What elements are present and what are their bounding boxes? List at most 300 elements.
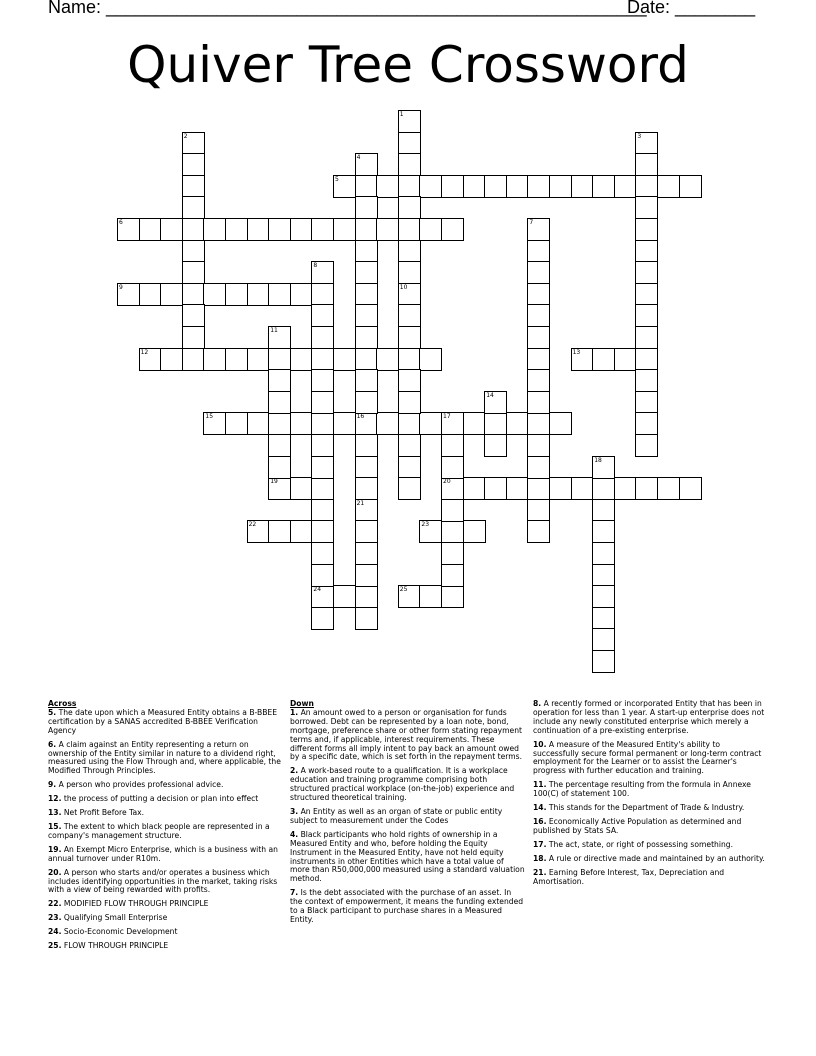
clue-text: A person who provides professional advice. xyxy=(56,780,224,790)
grid-cell[interactable] xyxy=(679,175,702,198)
grid-cell[interactable] xyxy=(225,348,248,371)
grid-cell[interactable] xyxy=(290,218,313,241)
grid-cell[interactable] xyxy=(635,153,658,176)
clue-number: 17. xyxy=(533,839,547,849)
clue-text: The extent to which black people are represented in a company's management structure. xyxy=(48,821,270,840)
grid-cell[interactable] xyxy=(355,369,378,392)
clue-number: 21. xyxy=(533,867,547,877)
grid-cell[interactable] xyxy=(635,196,658,219)
grid-cell[interactable] xyxy=(355,607,378,630)
grid-cell[interactable] xyxy=(376,348,399,371)
grid-cell[interactable] xyxy=(398,175,421,198)
grid-cell[interactable] xyxy=(398,326,421,349)
grid-cell[interactable] xyxy=(592,477,615,500)
grid-cell[interactable] xyxy=(311,607,334,630)
grid-cell[interactable] xyxy=(268,369,291,392)
grid-cell[interactable] xyxy=(527,434,550,457)
down-clue xyxy=(533,869,768,887)
grid-cell[interactable] xyxy=(506,175,529,198)
grid-cell[interactable] xyxy=(311,326,334,349)
clue-number: 7. xyxy=(290,888,299,898)
grid-cell[interactable] xyxy=(182,283,205,306)
across-clue xyxy=(48,869,283,896)
clue-number: 10 xyxy=(399,283,408,291)
grid-cell[interactable] xyxy=(484,477,507,500)
clue-number: 1 xyxy=(399,111,404,118)
clue-number: 23 xyxy=(421,521,430,529)
grid-cell[interactable] xyxy=(635,132,658,155)
down-clues xyxy=(290,700,525,930)
grid-cell[interactable] xyxy=(506,412,529,435)
grid-cell[interactable] xyxy=(247,218,270,241)
grid-cell[interactable] xyxy=(333,348,356,371)
grid-cell[interactable] xyxy=(182,175,205,198)
grid-cell[interactable] xyxy=(398,110,421,133)
clue-number: 14. xyxy=(533,803,547,813)
grid-cell[interactable] xyxy=(398,218,421,241)
grid-cell[interactable] xyxy=(182,326,205,349)
clue-text: A measure of the Measured Entity's ability to successfully secure formal permanent or long-term contract employment for the Learner or to assist the Learner's progress with further education and training. xyxy=(533,739,762,776)
clue-number: 19 xyxy=(270,478,278,486)
grid-cell[interactable] xyxy=(268,391,291,414)
grid-cell[interactable] xyxy=(441,456,464,479)
grid-cell[interactable] xyxy=(117,283,140,306)
grid-cell[interactable] xyxy=(571,477,594,500)
grid-cell[interactable] xyxy=(333,585,356,608)
grid-cell[interactable] xyxy=(527,261,550,284)
grid-cell[interactable] xyxy=(355,348,378,371)
clue-number: 9. xyxy=(48,780,57,790)
grid-cell[interactable] xyxy=(398,456,421,479)
grid-cell[interactable] xyxy=(527,348,550,371)
grid-cell[interactable] xyxy=(311,412,334,435)
grid-cell[interactable] xyxy=(484,391,507,414)
grid-cell[interactable] xyxy=(182,240,205,263)
grid-cell[interactable] xyxy=(355,564,378,587)
grid-cell[interactable] xyxy=(355,175,378,198)
grid-cell[interactable] xyxy=(592,456,615,479)
grid-cell[interactable] xyxy=(182,304,205,327)
clue-number: 13 xyxy=(572,348,581,356)
grid-cell[interactable] xyxy=(571,175,594,198)
grid-cell[interactable] xyxy=(635,348,658,371)
clue-number: 11 xyxy=(270,327,278,334)
across-clue xyxy=(48,809,283,818)
grid-cell[interactable] xyxy=(290,348,313,371)
grid-cell[interactable] xyxy=(527,477,550,500)
grid-cell[interactable] xyxy=(203,283,226,306)
grid-cell[interactable] xyxy=(311,261,334,284)
grid-cell[interactable] xyxy=(225,283,248,306)
grid-cell[interactable] xyxy=(549,477,572,500)
clue-number: 2 xyxy=(183,132,188,140)
grid-cell[interactable] xyxy=(419,520,442,543)
clue-number: 15 xyxy=(205,413,214,421)
grid-cell[interactable] xyxy=(247,283,270,306)
grid-cell[interactable] xyxy=(376,412,399,435)
grid-cell[interactable] xyxy=(247,412,270,435)
grid-cell[interactable] xyxy=(398,348,421,371)
grid-cell[interactable] xyxy=(463,412,486,435)
clue-number: 8. xyxy=(533,699,542,708)
grid-cell[interactable] xyxy=(311,564,334,587)
grid-cell[interactable] xyxy=(268,477,291,500)
grid-cell[interactable] xyxy=(484,175,507,198)
across-clue xyxy=(48,928,283,937)
across-clue xyxy=(48,914,283,923)
clue-number: 18. xyxy=(533,853,547,863)
grid-cell[interactable] xyxy=(398,304,421,327)
grid-cell[interactable] xyxy=(657,477,680,500)
clue-number: 20. xyxy=(48,867,62,877)
grid-cell[interactable] xyxy=(376,175,399,198)
grid-cell[interactable] xyxy=(441,564,464,587)
clue-text: Black participants who hold rights of ownership in a Measured Entity and who, before holding the Equity Instrument in the Measured Entity, have not held equity instruments in other Entities which have a total value of more than R50,000,000 measured using a standard valuation method. xyxy=(290,829,525,884)
grid-cell[interactable] xyxy=(527,283,550,306)
grid-cell[interactable] xyxy=(268,520,291,543)
clue-text: The date upon which a Measured Entity obtains a B-BBEE certification by a SANAS accredited B-BBEE Verification Agency xyxy=(48,707,278,735)
grid-cell[interactable] xyxy=(203,218,226,241)
grid-cell[interactable] xyxy=(311,477,334,500)
grid-cell[interactable] xyxy=(355,477,378,500)
grid-cell[interactable] xyxy=(398,369,421,392)
grid-cell[interactable] xyxy=(635,412,658,435)
across-clue xyxy=(48,709,283,736)
grid-cell[interactable] xyxy=(592,585,615,608)
grid-cell[interactable] xyxy=(635,261,658,284)
grid-cell[interactable] xyxy=(355,412,378,435)
across-clue xyxy=(48,900,283,909)
grid-cell[interactable] xyxy=(549,412,572,435)
clue-number: 22 xyxy=(248,521,257,529)
grid-cell[interactable] xyxy=(139,218,162,241)
clue-text: MODIFIED FLOW THROUGH PRINCIPLE xyxy=(61,899,209,909)
grid-cell[interactable] xyxy=(311,542,334,565)
grid-cell[interactable] xyxy=(268,456,291,479)
grid-cell[interactable] xyxy=(376,218,399,241)
grid-cell[interactable] xyxy=(527,369,550,392)
grid-cell[interactable] xyxy=(268,348,291,371)
grid-cell[interactable] xyxy=(355,261,378,284)
grid-cell[interactable] xyxy=(592,520,615,543)
grid-cell[interactable] xyxy=(419,218,442,241)
grid-cell[interactable] xyxy=(333,412,356,435)
grid-cell[interactable] xyxy=(311,369,334,392)
down-heading: Down xyxy=(290,699,314,708)
down-clue xyxy=(290,889,525,925)
grid-cell[interactable] xyxy=(592,607,615,630)
grid-cell[interactable] xyxy=(117,218,140,241)
grid-cell[interactable] xyxy=(182,132,205,155)
grid-cell[interactable] xyxy=(311,585,334,608)
grid-cell[interactable] xyxy=(419,175,442,198)
clue-text: Earning Before Interest, Tax, Depreciation and Amortisation. xyxy=(533,867,725,886)
grid-cell[interactable] xyxy=(635,240,658,263)
grid-cell[interactable] xyxy=(527,304,550,327)
grid-cell[interactable] xyxy=(527,391,550,414)
grid-cell[interactable] xyxy=(614,348,637,371)
grid-cell[interactable] xyxy=(398,585,421,608)
clue-text: A work-based route to a qualification. It is a workplace education and training programme comprising both structured practical workplace (on-the-job) experience and structured theoretical training. xyxy=(290,766,515,803)
grid-cell[interactable] xyxy=(398,283,421,306)
clue-text: An Entity as well as an organ of state or public entity subject to measurement under the Codes xyxy=(290,806,503,825)
across-clue xyxy=(48,942,283,951)
grid-cell[interactable] xyxy=(463,520,486,543)
clue-text: A person who starts and/or operates a business which includes identifying opportunities in the market, taking risks with a view of being rewarded with profits. xyxy=(48,867,278,895)
grid-cell[interactable] xyxy=(549,175,572,198)
grid-cell[interactable] xyxy=(225,218,248,241)
grid-cell[interactable] xyxy=(635,477,658,500)
grid-cell[interactable] xyxy=(398,434,421,457)
grid-cell[interactable] xyxy=(635,175,658,198)
clue-number: 9 xyxy=(119,283,123,291)
grid-cell[interactable] xyxy=(290,283,313,306)
grid-cell[interactable] xyxy=(635,283,658,306)
clue-number: 14 xyxy=(486,391,494,399)
grid-cell[interactable] xyxy=(247,520,270,543)
grid-cell[interactable] xyxy=(203,412,226,435)
grid-cell[interactable] xyxy=(311,520,334,543)
grid-cell[interactable] xyxy=(527,499,550,522)
grid-cell[interactable] xyxy=(355,499,378,522)
clue-number: 6. xyxy=(48,739,57,749)
grid-cell[interactable] xyxy=(527,326,550,349)
grid-cell[interactable] xyxy=(635,218,658,241)
grid-cell[interactable] xyxy=(506,477,529,500)
grid-cell[interactable] xyxy=(592,175,615,198)
grid-cell[interactable] xyxy=(355,326,378,349)
grid-cell[interactable] xyxy=(441,218,464,241)
grid-cell[interactable] xyxy=(355,153,378,176)
grid-cell[interactable] xyxy=(592,542,615,565)
grid-cell[interactable] xyxy=(182,261,205,284)
across-clue xyxy=(48,795,283,804)
grid-cell[interactable] xyxy=(463,477,486,500)
grid-cell[interactable] xyxy=(592,628,615,651)
grid-cell[interactable] xyxy=(311,391,334,414)
grid-cell[interactable] xyxy=(571,348,594,371)
down-clue xyxy=(290,767,525,803)
clue-number: 23. xyxy=(48,913,62,923)
grid-cell[interactable] xyxy=(333,175,356,198)
grid-cell[interactable] xyxy=(441,434,464,457)
clue-number: 4. xyxy=(290,829,299,839)
grid-cell[interactable] xyxy=(355,304,378,327)
grid-cell[interactable] xyxy=(355,585,378,608)
grid-cell[interactable] xyxy=(592,650,615,673)
clue-number: 8 xyxy=(313,262,318,270)
clue-number: 19. xyxy=(48,844,62,854)
grid-cell[interactable] xyxy=(592,564,615,587)
grid-cell[interactable] xyxy=(419,585,442,608)
clue-number: 3. xyxy=(290,806,299,816)
grid-cell[interactable] xyxy=(311,499,334,522)
clue-number: 1. xyxy=(290,707,299,717)
clue-number: 16. xyxy=(533,816,547,826)
grid-cell[interactable] xyxy=(355,434,378,457)
date-field-label: Date: ________ xyxy=(627,0,756,17)
grid-cell[interactable] xyxy=(225,412,248,435)
grid-cell[interactable] xyxy=(398,261,421,284)
grid-cell[interactable] xyxy=(441,585,464,608)
grid-cell[interactable] xyxy=(635,391,658,414)
clue-number: 2. xyxy=(290,766,299,776)
grid-cell[interactable] xyxy=(398,132,421,155)
grid-cell[interactable] xyxy=(398,391,421,414)
clue-number: 6 xyxy=(119,219,123,226)
grid-cell[interactable] xyxy=(463,175,486,198)
grid-cell[interactable] xyxy=(311,218,334,241)
clue-number: 10. xyxy=(533,739,547,749)
grid-cell[interactable] xyxy=(527,456,550,479)
grid-cell[interactable] xyxy=(355,391,378,414)
grid-cell[interactable] xyxy=(268,283,291,306)
across-clue xyxy=(48,823,283,841)
down-clues-continued xyxy=(533,700,768,891)
grid-cell[interactable] xyxy=(311,304,334,327)
down-clue xyxy=(533,741,768,777)
grid-cell[interactable] xyxy=(160,283,183,306)
grid-cell[interactable] xyxy=(679,477,702,500)
clue-text: FLOW THROUGH PRINCIPLE xyxy=(61,941,169,951)
grid-cell[interactable] xyxy=(355,542,378,565)
grid-cell[interactable] xyxy=(635,434,658,457)
clue-number: 24. xyxy=(48,927,62,937)
page-title: Quiver Tree Crossword xyxy=(127,36,689,94)
grid-cell[interactable] xyxy=(441,542,464,565)
grid-cell[interactable] xyxy=(527,520,550,543)
clue-number: 22. xyxy=(48,899,62,909)
clue-text: Is the debt associated with the purchase of an asset. In the context of empowerment, it means the funding extended to a Black participant to purchase shares in a Measured Entity. xyxy=(290,888,524,924)
grid-cell[interactable] xyxy=(635,326,658,349)
grid-cell[interactable] xyxy=(355,240,378,263)
grid-cell[interactable] xyxy=(182,218,205,241)
grid-cell[interactable] xyxy=(614,477,637,500)
grid-cell[interactable] xyxy=(441,477,464,500)
grid-cell[interactable] xyxy=(333,218,356,241)
across-clue xyxy=(48,741,283,777)
grid-cell[interactable] xyxy=(527,218,550,241)
grid-cell[interactable] xyxy=(290,477,313,500)
clue-number: 17 xyxy=(443,413,451,421)
clue-number: 25 xyxy=(399,586,408,594)
grid-cell[interactable] xyxy=(268,326,291,349)
clue-number: 5. xyxy=(48,707,57,717)
down-clue xyxy=(533,818,768,836)
grid-cell[interactable] xyxy=(635,304,658,327)
grid-cell[interactable] xyxy=(592,348,615,371)
grid-cell[interactable] xyxy=(441,412,464,435)
clue-number: 21 xyxy=(356,499,365,507)
grid-cell[interactable] xyxy=(139,348,162,371)
clue-number: 13. xyxy=(48,808,62,818)
grid-cell[interactable] xyxy=(160,218,183,241)
grid-cell[interactable] xyxy=(311,283,334,306)
clue-number: 18 xyxy=(594,456,602,464)
grid-cell[interactable] xyxy=(311,456,334,479)
grid-cell[interactable] xyxy=(419,348,442,371)
clue-text: Socio-Economic Development xyxy=(61,927,178,937)
grid-cell[interactable] xyxy=(398,196,421,219)
grid-cell[interactable] xyxy=(484,434,507,457)
clue-text: Qualifying Small Enterprise xyxy=(61,913,168,923)
grid-cell[interactable] xyxy=(160,348,183,371)
down-clue xyxy=(533,700,768,736)
grid-cell[interactable] xyxy=(398,240,421,263)
clue-text: A rule or directive made and maintained by an authority. xyxy=(546,853,765,863)
clue-text: An Exempt Micro Enterprise, which is a business with an annual turnover under R10m. xyxy=(48,844,278,863)
clue-text: This stands for the Department of Trade & Industry. xyxy=(546,803,745,813)
grid-cell[interactable] xyxy=(441,499,464,522)
grid-cell[interactable] xyxy=(398,153,421,176)
clue-text: Net Profit Before Tax. xyxy=(61,808,145,818)
down-clue xyxy=(533,781,768,799)
grid-cell[interactable] xyxy=(182,153,205,176)
grid-cell[interactable] xyxy=(290,412,313,435)
grid-cell[interactable] xyxy=(441,175,464,198)
grid-cell[interactable] xyxy=(441,520,464,543)
clue-number: 25. xyxy=(48,941,62,951)
grid-cell[interactable] xyxy=(203,348,226,371)
clue-number: 16 xyxy=(356,413,365,421)
grid-cell[interactable] xyxy=(355,283,378,306)
clue-number: 15. xyxy=(48,821,62,831)
clue-number: 5 xyxy=(335,175,339,183)
clue-number: 24 xyxy=(313,586,322,594)
grid-cell[interactable] xyxy=(635,369,658,392)
grid-cell[interactable] xyxy=(268,412,291,435)
grid-cell[interactable] xyxy=(355,520,378,543)
grid-cell[interactable] xyxy=(484,412,507,435)
grid-cell[interactable] xyxy=(657,175,680,198)
grid-cell[interactable] xyxy=(527,240,550,263)
grid-cell[interactable] xyxy=(268,434,291,457)
grid-cell[interactable] xyxy=(182,348,205,371)
across-clues xyxy=(48,700,283,956)
down-clue xyxy=(533,855,768,864)
grid-cell[interactable] xyxy=(311,434,334,457)
grid-cell[interactable] xyxy=(614,175,637,198)
grid-cell[interactable] xyxy=(311,348,334,371)
name-field-label: Name: ______________________________________________________ xyxy=(48,0,647,17)
grid-cell[interactable] xyxy=(247,348,270,371)
grid-cell[interactable] xyxy=(398,412,421,435)
grid-cell[interactable] xyxy=(139,283,162,306)
down-clue xyxy=(290,831,525,884)
clue-text: A claim against an Entity representing a return on ownership of the Entity similar in nature to a dividend right, measured using the Flow Through and, where applicable, the Modified Through Principles. xyxy=(48,739,281,776)
grid-cell[interactable] xyxy=(527,412,550,435)
grid-cell[interactable] xyxy=(592,499,615,522)
grid-cell[interactable] xyxy=(527,175,550,198)
down-clue xyxy=(533,804,768,813)
grid-cell[interactable] xyxy=(398,477,421,500)
across-clue xyxy=(48,781,283,790)
grid-cell[interactable] xyxy=(419,412,442,435)
clue-text: The percentage resulting from the formula in Annexe 100(C) of statement 100. xyxy=(533,780,751,799)
clue-text: An amount owed to a person or organisation for funds borrowed. Debt can be represented by a loan note, bond, mortgage, preference share or other form stating repayment terms and, if applicable, interest requirements. These different forms all imply intent to pay back an amount owed by a specific date, which is set forth in the repayment terms. xyxy=(290,707,523,762)
clue-number: 12. xyxy=(48,794,62,804)
grid-cell[interactable] xyxy=(355,196,378,219)
grid-cell[interactable] xyxy=(355,456,378,479)
grid-cell[interactable] xyxy=(268,218,291,241)
clue-number: 3 xyxy=(637,132,642,140)
grid-cell[interactable] xyxy=(182,196,205,219)
clue-text: Economically Active Population as determined and published by Stats SA. xyxy=(533,816,742,835)
grid-cell[interactable] xyxy=(355,218,378,241)
down-clue xyxy=(290,808,525,826)
grid-cell[interactable] xyxy=(290,520,313,543)
clue-text: the process of putting a decision or plan into effect xyxy=(61,794,259,804)
